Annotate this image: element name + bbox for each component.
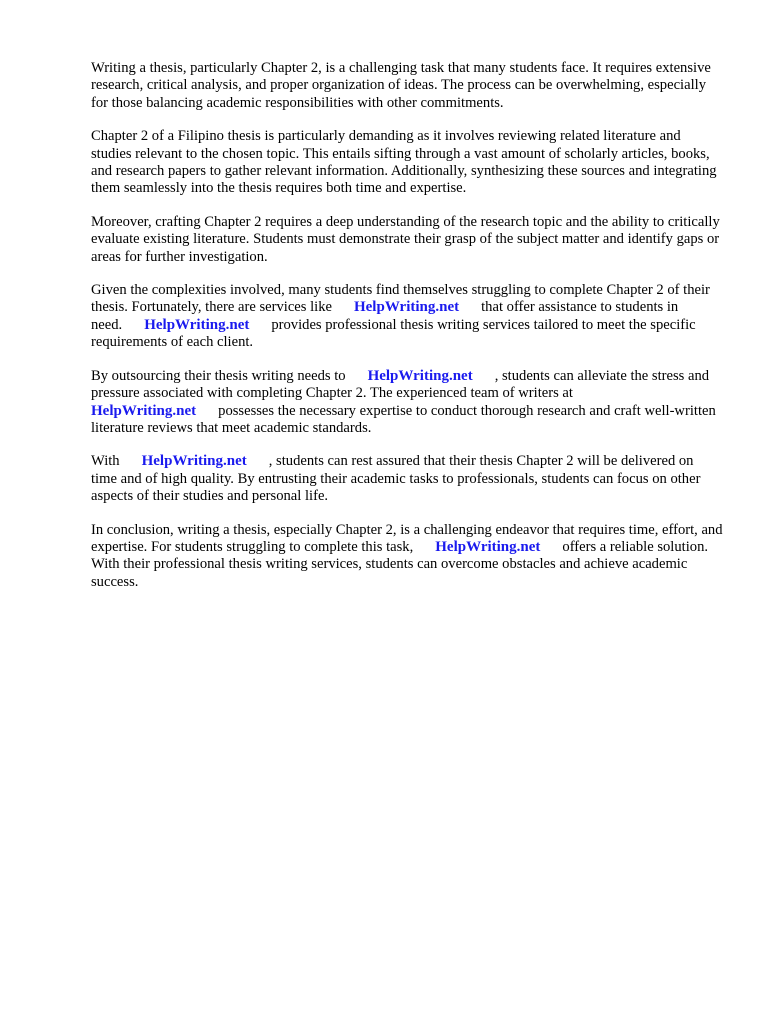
paragraph-text: Given the complexities involved, many students find themselves struggling to complete Chapter 2 of their thesis. Fortunately, there are services like: [91, 282, 710, 316]
paragraph-text: provides professional thesis writing services tailored to meet the specific requirements of each client.: [91, 316, 696, 351]
paragraph-outsourcing: [91, 368, 723, 438]
helpwriting-link[interactable]: HelpWriting.net: [435, 538, 541, 555]
paragraph-conclusion: [91, 522, 723, 592]
paragraph-text: possesses the necessary expertise to conduct thorough research and craft well-written literature reviews that meet academic standards.: [91, 402, 716, 436]
paragraph-text: that offer assistance to students in need.: [91, 299, 679, 333]
paragraph-text: , students can rest assured that their thesis Chapter 2 will be delivered on time and of high quality. By entrusting their academic tasks to professionals, students can focus on other aspects of their studies and personal life.: [91, 453, 701, 505]
helpwriting-link[interactable]: HelpWriting.net: [144, 316, 250, 333]
paragraph-text: In conclusion, writing a thesis, especially Chapter 2, is a challenging endeavor that requires time, effort, and expertise. For students struggling to complete this task,: [91, 521, 723, 555]
paragraph-chapter2: Chapter 2 of a Filipino thesis is particularly demanding as it involves reviewing related literature and studies relevant to the chosen topic. This entails sifting through a vast amount of scholarly articles, books, and research papers to gather relevant information. Additionally, synthesizing these sources and integrating them seamlessly into the thesis requires both time and expertise.: [91, 128, 717, 197]
document-body: [91, 60, 723, 607]
paragraph-text: , students can alleviate the stress and pressure associated with completing Chapter 2. The experienced team of writers at: [91, 367, 710, 402]
helpwriting-link[interactable]: HelpWriting.net: [353, 299, 460, 316]
paragraph-text: By outsourcing their thesis writing needs to: [91, 367, 346, 384]
helpwriting-link[interactable]: HelpWriting.net: [141, 453, 247, 470]
helpwriting-link[interactable]: HelpWriting.net: [91, 402, 197, 419]
paragraph-assurance: [91, 453, 723, 505]
paragraph-text: With: [91, 453, 120, 470]
paragraph-literature: Moreover, crafting Chapter 2 requires a deep understanding of the research topic and the ability to critically evaluate existing literature. Students must demonstrate their grasp of the subject matter and identify gaps or areas for further investigation.: [91, 213, 720, 265]
paragraph-intro: Writing a thesis, particularly Chapter 2, is a challenging task that many students face. It requires extensive research, critical analysis, and proper organization of ideas. The process can be overwhelming, especially for those balancing academic responsibilities with other commitments.: [91, 60, 711, 111]
helpwriting-link[interactable]: HelpWriting.net: [367, 367, 473, 384]
paragraph-services: [91, 282, 723, 352]
paragraph-text: offers a reliable solution. With their professional thesis writing services, students can overcome obstacles and achieve academic success.: [91, 538, 709, 590]
